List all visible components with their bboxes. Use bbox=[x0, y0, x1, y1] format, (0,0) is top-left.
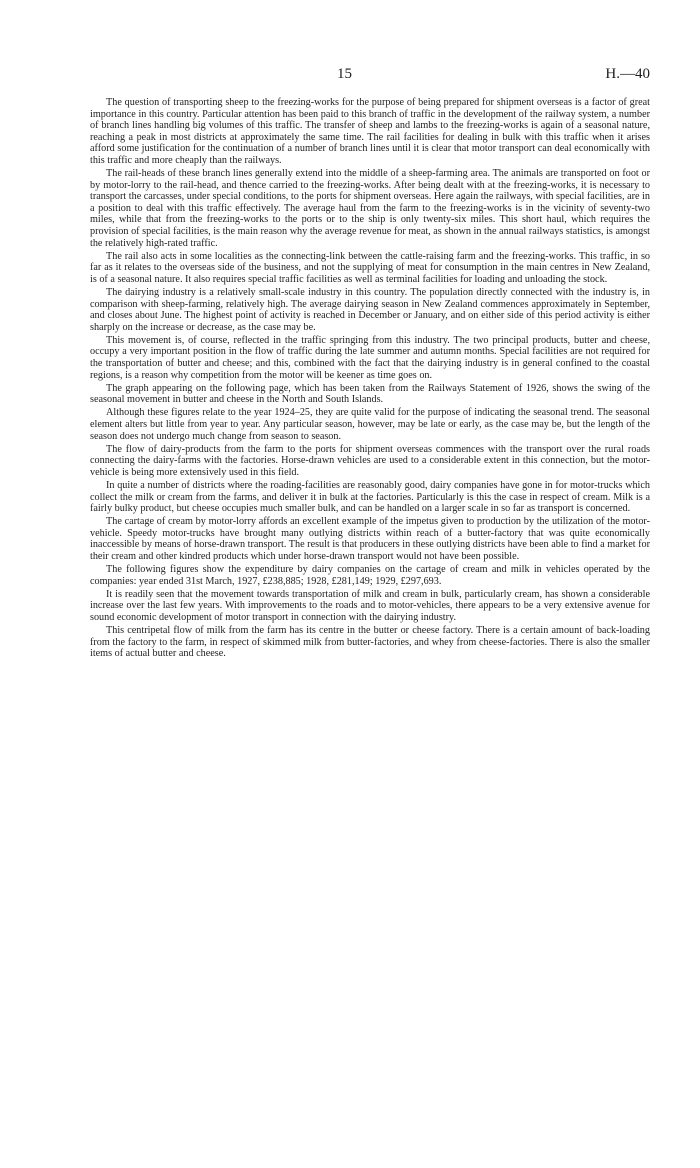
page-number: 15 bbox=[337, 66, 352, 82]
paragraph-rail-heads: The rail-heads of these branch lines generally extend into the middle of a sheep-farming area. The animals are transported on foot or by motor-lorry to the rail-head, and thence carried to the freezing-works. After being dealt with at the freezing-works, it is necessary to transport the carcasses, under special conditions, to the ports for shipment overseas. Here again the railways, with special facilities, are in a position to deal with this traffic effectively. The average haul from the farm to the freezing-works is in the vicinity of seventy-two miles, while that from the freezing-works to the ports or to the ship is only twenty-six miles. This short haul, which requires the provision of special facilities, is the main reason why the average revenue for meat, as shown in the annual railways statistics, is amongst the relatively high-rated traffic. bbox=[90, 168, 650, 249]
paragraph-cream-cartage: The cartage of cream by motor-lorry affords an excellent example of the impetus given to production by the utilization of the motor-vehicle. Speedy motor-trucks have brought many outlying districts within reach of a butter-factory that was quite economically inaccessible by means of horse-drawn transport. The result is that producers in these outlying districts have been able to find a market for their cream and other kindred products which under horse-drawn transport would not have been possible. bbox=[90, 516, 650, 563]
paragraph-expenditure-figures: The following figures show the expenditure by dairy companies on the cartage of cream and milk in vehicles operated by the companies: year ended 31st March, 1927, £238,885; 1928, £281,149; 1929, £297,693. bbox=[90, 564, 650, 587]
paragraph-back-loading: This centripetal flow of milk from the farm has its centre in the butter or cheese factory. There is a certain amount of back-loading from the factory to the farm, in respect of skimmed milk from butter-factories, and whey from cheese-factories. There is also the smaller items of actual butter and cheese. bbox=[90, 625, 650, 660]
document-reference: H.—40 bbox=[605, 66, 650, 82]
page-header bbox=[0, 66, 700, 86]
body-text bbox=[90, 97, 650, 661]
paragraph-sheep-transport: The question of transporting sheep to the freezing-works for the purpose of being prepared for shipment overseas is a factor of great importance in this country. Particular attention has been paid to this branch of traffic in the development of the railway system, a number of branch lines handling big volumes of this traffic. The transfer of sheep and lambs to the freezing-works is again of a seasonal nature, reaching a peak in most districts at approximately the same time. The rail facilities for dealing in bulk with this traffic when it arises afford some justification for the continuation of a number of branch lines until it is clear that motor transport can deal economically with this traffic and more cheaply than the railways. bbox=[90, 97, 650, 166]
paragraph-cattle-link: The rail also acts in some localities as the connecting-link between the cattle-raising farm and the freezing-works. This traffic, in so far as it relates to the overseas side of the business, and not the supplying of meat for consumption in the main centres in New Zealand, is of a seasonal nature. It also requires special traffic facilities as well as terminal facilities for loading and unloading the stock. bbox=[90, 250, 650, 285]
paragraph-seasonal-trend: Although these figures relate to the year 1924–25, they are quite valid for the purpose of indicating the seasonal trend. The seasonal element alters but little from year to year. Any particular season, however, may be late or early, as the case may be, but the length of the season does not undergo much change from season to season. bbox=[90, 407, 650, 442]
paragraph-graph-reference: The graph appearing on the following page, which has been taken from the Railways Statement of 1926, shows the swing of the seasonal movement in butter and cheese in the North and South Islands. bbox=[90, 382, 650, 406]
paragraph-butter-cheese-traffic: This movement is, of course, reflected in the traffic springing from this industry. The two principal products, butter and cheese, occupy a very important position in the flow of traffic during the late summer and autumn months. Special facilities are not required for the transportation of butter and cheese; and this, combined with the fact that the dairying industry is in general confined to the coastal regions, is a reason why competition from the motor will be keener as time goes on. bbox=[90, 334, 650, 381]
paragraph-dairying-industry: The dairying industry is a relatively small-scale industry in this country. The population directly connected with the industry is, in comparison with sheep-farming, relatively high. The average dairying season in New Zealand commences approximately in September, and closes about June. The highest point of activity is reached in December or January, and on either side of this period activity is either sharply on the increase or decrease, as the case may be. bbox=[90, 287, 650, 333]
paragraph-bulk-transport: It is readily seen that the movement towards transportation of milk and cream in bulk, particularly cream, has shown a considerable increase over the last few years. With improvements to the roads and to motor-vehicles, there appears to be a very extensive avenue for sound economic development of motor transport in connection with the dairying industry. bbox=[90, 588, 650, 624]
paragraph-dairy-products-flow: The flow of dairy-products from the farm to the ports for shipment overseas commences with the transport over the rural roads connecting the dairy-farms with the factories. Horse-drawn vehicles are used to a considerable extent in this connection, but the motor-vehicle is being more extensively used in this field. bbox=[90, 443, 650, 478]
paragraph-motor-trucks: In quite a number of districts where the roading-facilities are reasonably good, dairy companies have gone in for motor-trucks which collect the milk or cream from the farms, and deliver it in bulk at the factories. Particularly is this the case in respect of cream. Milk is a fairly bulky product, but cheese occupies much smaller bulk, and can be handled on a larger scale in so far as transport is concerned. bbox=[90, 480, 650, 515]
